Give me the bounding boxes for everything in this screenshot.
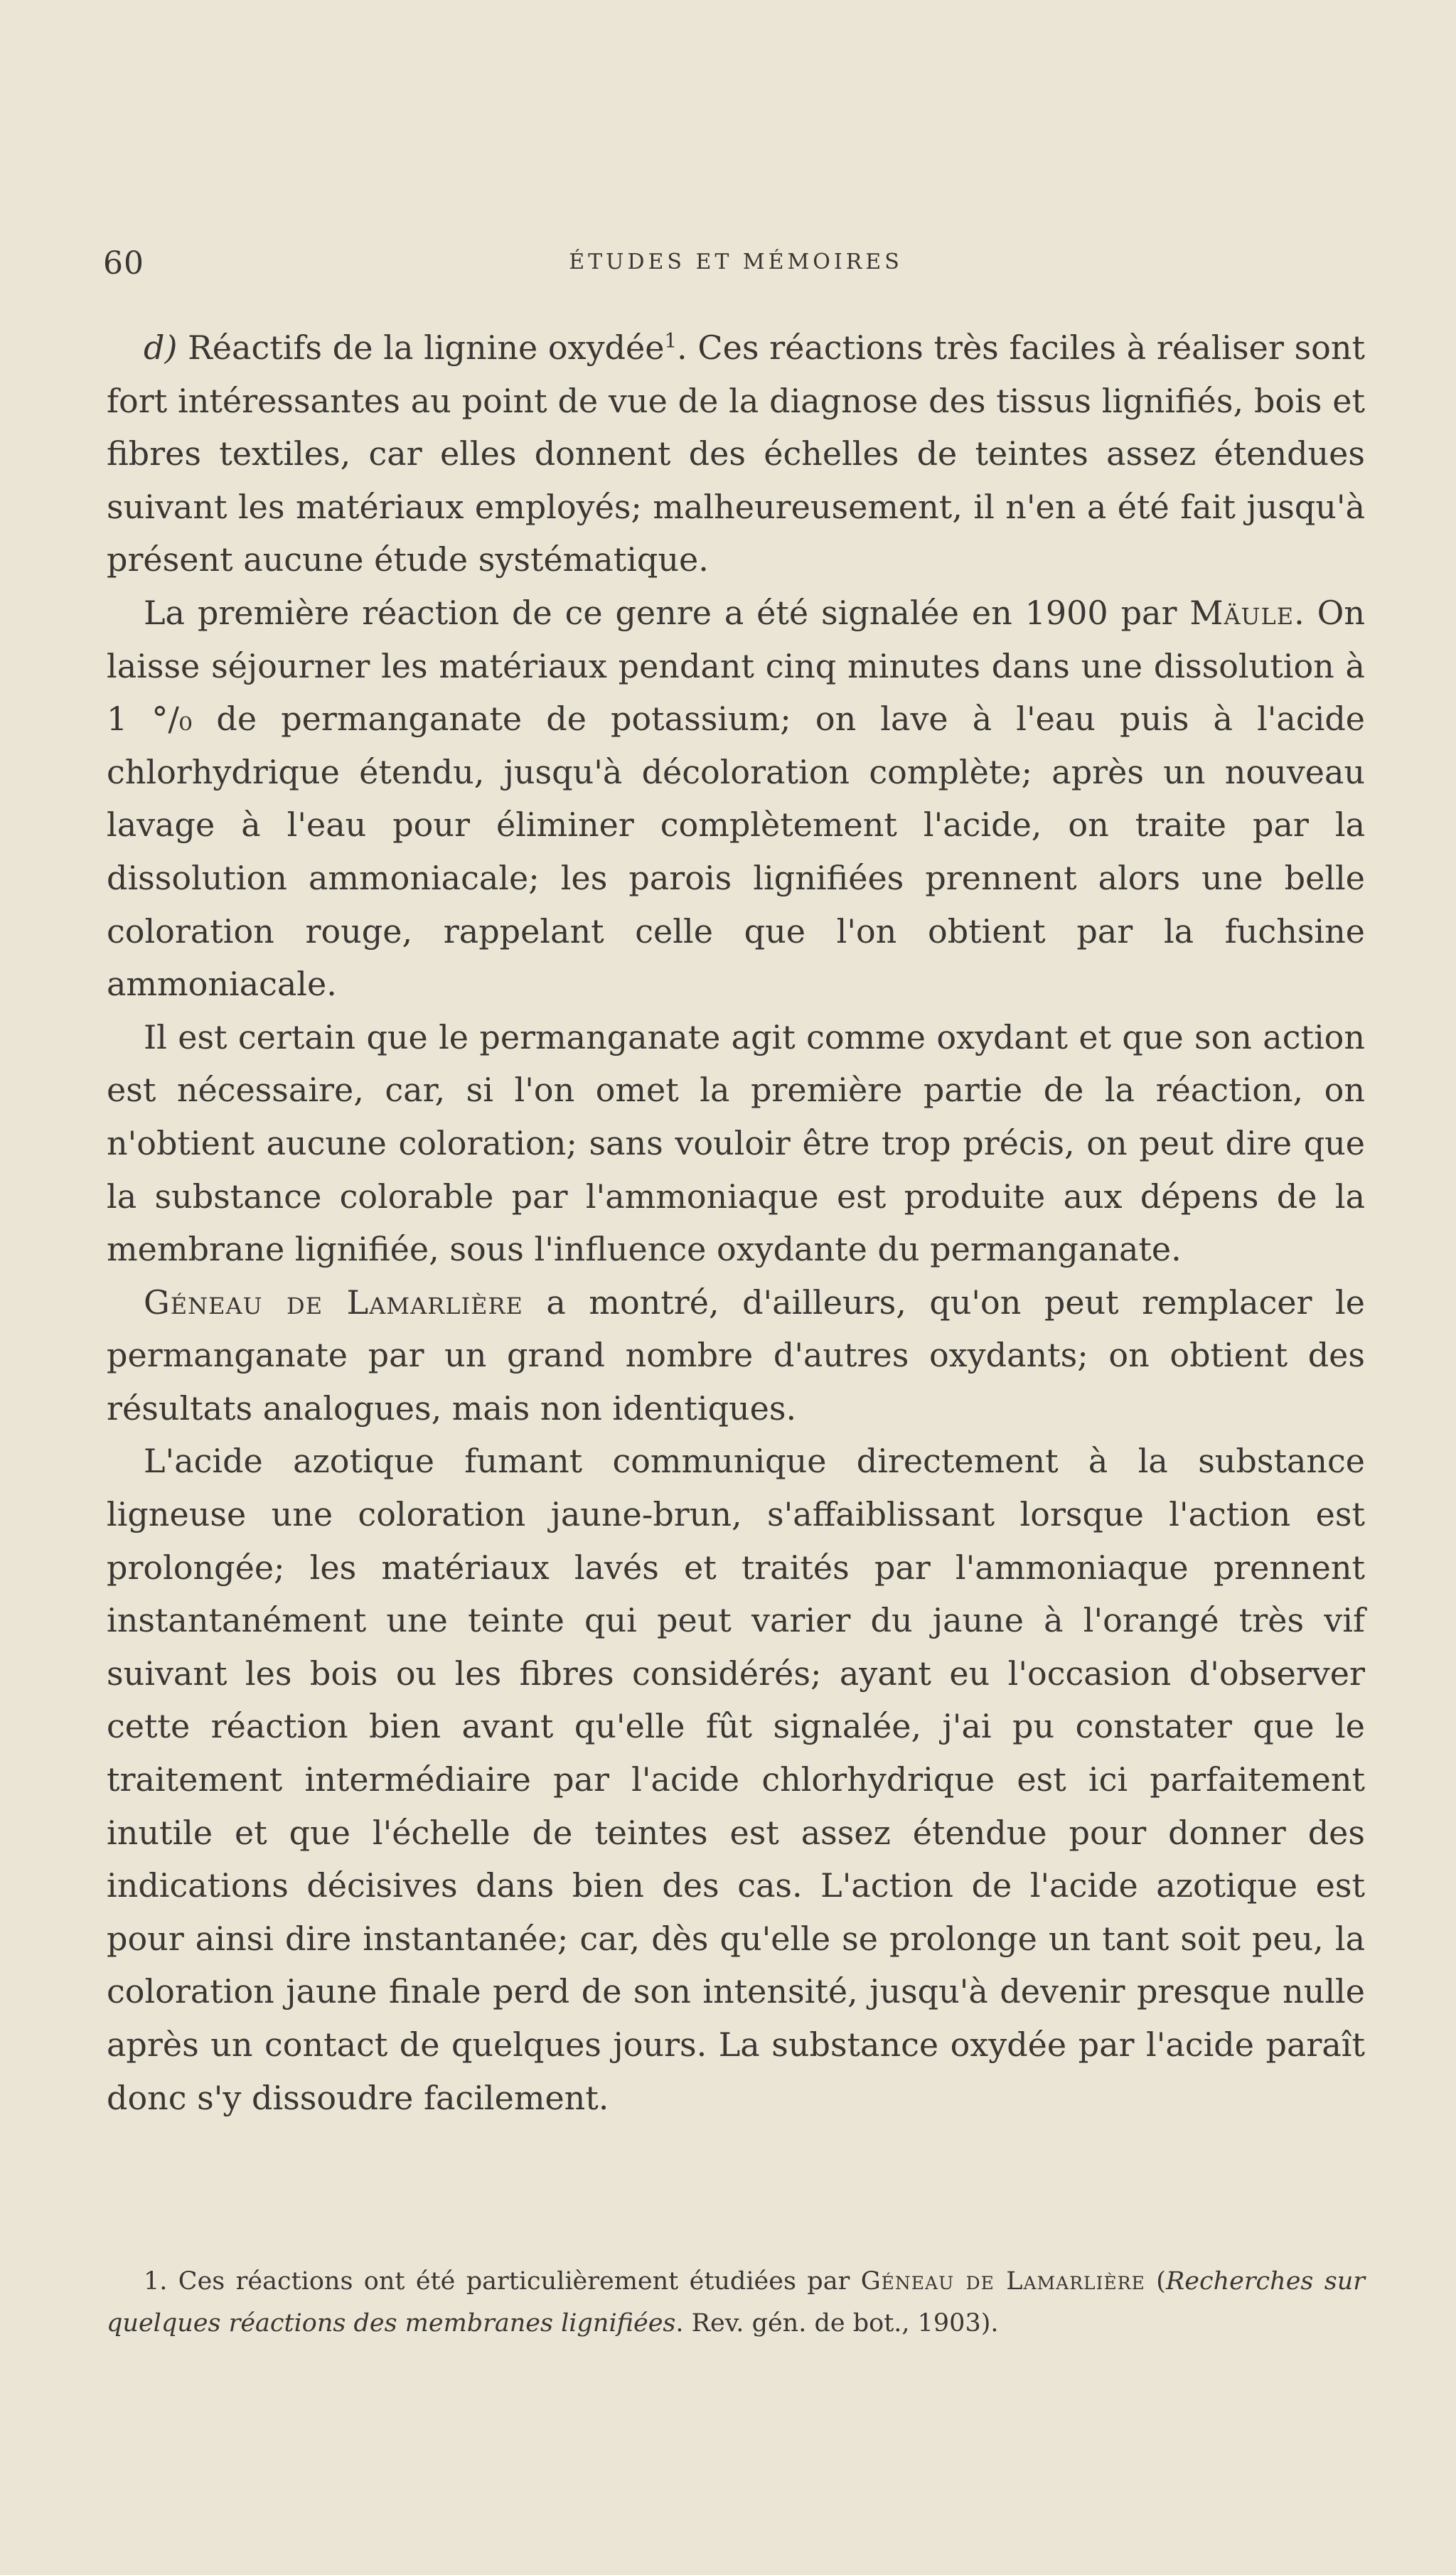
footnote-paren: ( [1145, 2267, 1166, 2296]
footnote-author: Géneau de Lamarlière [860, 2267, 1145, 2296]
running-title: ÉTUDES ET MÉMOIRES [569, 250, 903, 274]
footnote [107, 2261, 1365, 2345]
author-name: Géneau de Lamarlière [144, 1283, 523, 1322]
paragraph-permanganate: Il est certain que le permanganate agit comme oxydant et que son action est nécessaire, car, si l'on omet la première partie de la réaction, on n'obtient aucune coloration; sans vouloir être trop précis, on peut dire que la substance colorable par l'ammoniaque est produite aux dépens de la membrane lignifiée, sous l'influence oxydante du permanganate. [107, 1017, 1365, 1269]
footnote-text [107, 2261, 1365, 2345]
section-marker: d) [144, 328, 178, 367]
paragraph-heading: Réactifs de la lignine oxydée [177, 328, 665, 367]
paragraph-maule-reaction [107, 587, 1365, 1011]
paragraph-acide-azotique: L'acide azotique fumant communique directement à la substance ligneuse une coloration jaune-brun, s'affaiblissant lorsque l'action est prolongée; les matériaux lavés et traités par l'ammoniaque prennent instantanément une teinte qui peut varier du jaune à l'orangé très vif suivant les bois ou les fibres considérés; ayant eu l'occasion d'observer cette réaction bien avant qu'elle fût signalée, j'ai pu constater que le traitement intermédiaire par l'acide chlorhydrique est ici parfaitement inutile et que l'échelle de teintes est assez étendue pour donner des indications décisives dans bien des cas. L'action de l'acide azotique est pour ainsi dire instantanée; car, dès qu'elle se prolonge un tant soit peu, la coloration jaune finale perd de son intensité, jusqu'à devenir presque nulle après un contact de quelques jours. La substance oxydée par l'acide paraît donc s'y dissoudre facilement. [107, 1442, 1365, 2117]
footnote-text-start: Ces réactions ont été particulièrement étudiées par [167, 2267, 861, 2296]
footnote-number: 1. [144, 2267, 168, 2296]
footnote-reference: 1 [664, 328, 678, 353]
footnote-cited-title: Recherches sur quelques réactions des membranes lignifiées [107, 2267, 1366, 2338]
paragraph-text: . On laisse séjourner les matériaux pendant cinq minutes dans une dissolution à 1 °/₀ de permanganate de potassium; on lave à l'eau puis à l'acide chlorhydrique étendu, jusqu'à décoloration complète; après un nouveau lavage à l'eau pour éliminer complètement l'acide, on traite par la dissolution ammoniacale; les parois lignifiées prennent alors une belle coloration rouge, rappelant celle que l'on obtient par la fuchsine ammoniacale. [107, 593, 1365, 1004]
paragraph-geneau [107, 1276, 1365, 1435]
paragraph-lignine-oxydee [107, 321, 1365, 587]
page-number: 60 [103, 245, 144, 282]
footnote-text-end: . Rev. gén. de bot., 1903). [675, 2309, 999, 2338]
body-text [107, 321, 1365, 2124]
paragraph-text: a montré, d'ailleurs, qu'on peut remplacer le permanganate par un grand nombre d'autres oxydants; on obtient des résultats analogues, mais non identiques. [107, 1283, 1365, 1428]
paragraph-text: La première réaction de ce genre a été signalée en 1900 par [144, 593, 1190, 632]
author-name: Mäule [1189, 593, 1295, 632]
running-head [103, 245, 1369, 281]
paragraph-text: . Ces réactions très faciles à réaliser sont fort intéressantes au point de vue de la diagnose des tissus lignifiés, bois et fibres textiles, car elles donnent des échelles de teintes assez étendues suivant les matériaux employés; malheureusement, il n'en a été fait jusqu'à présent aucune étude systématique. [107, 328, 1365, 579]
